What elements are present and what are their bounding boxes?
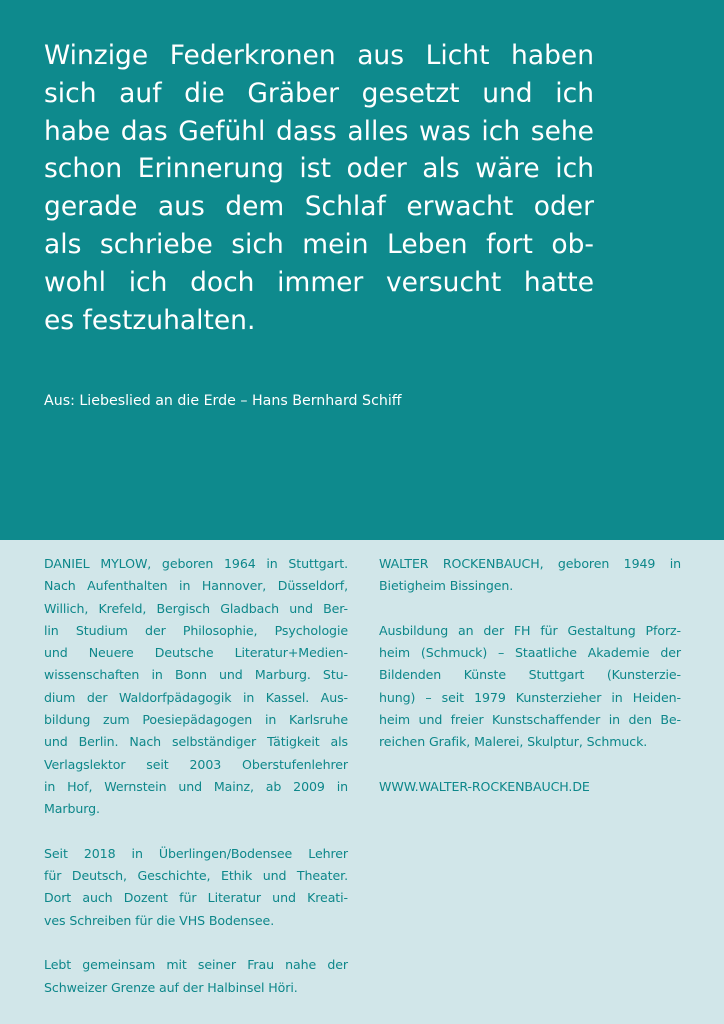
- text-line: WALTER ROCKENBAUCH, geboren 1949 in: [379, 556, 681, 571]
- text-line: Bietigheim Bissingen.: [379, 578, 514, 594]
- text-line: heim und freier Kunstschaffender in den Be-: [379, 712, 681, 728]
- text-line: Ausbildung an der FH für Gestaltung Pforz-: [379, 622, 681, 638]
- text-line: Verlagslektor seit 2003 Oberstufenlehrer: [44, 756, 348, 772]
- text-line: Willich, Krefeld, Bergisch Gladbach und Ber-: [44, 600, 348, 616]
- text-line: in Hof, Wernstein und Mainz, ab 2009 in: [44, 778, 348, 794]
- quote-line: Winzige Federkronen aus Licht haben: [44, 40, 594, 71]
- quote-line: schon Erinnerung ist oder als wäre ich: [44, 153, 594, 185]
- text-line: Schweizer Grenze auf der Halbinsel Höri.: [44, 979, 298, 995]
- author-bio-paragraph: [44, 954, 348, 999]
- text-line: und Berlin. Nach selbständiger Tätigkeit als: [44, 734, 348, 750]
- quote-line: wohl ich doch immer versucht hatte: [44, 266, 594, 298]
- poem-quote: [44, 37, 594, 339]
- text-line: lin Studium der Philosophie, Psychologie: [44, 622, 348, 638]
- artist-bio-paragraph: [379, 553, 681, 598]
- text-line: heim (Schmuck) – Staatliche Akademie der: [379, 645, 681, 661]
- text-line: reichen Grafik, Malerei, Skulptur, Schmuck.: [379, 734, 648, 750]
- author-bio-paragraph: [44, 553, 348, 821]
- text-line: Nach Aufenthalten in Hannover, Düsseldorf,: [44, 578, 348, 594]
- text-line: Seit 2018 in Überlingen/Bodensee Lehrer: [44, 845, 348, 861]
- author-bio-paragraph: [44, 843, 348, 932]
- text-line: wissenschaften in Bonn und Marburg. Stu-: [44, 667, 348, 683]
- text-line: dium der Waldorfpädagogik in Kassel. Aus-: [44, 689, 348, 705]
- quote-line: es festzuhalten.: [44, 304, 256, 336]
- quote-line: sich auf die Gräber gesetzt und ich: [44, 77, 594, 109]
- text-line: bildung zum Poesiepädagogen in Karlsruhe: [44, 712, 348, 728]
- quote-line: habe das Gefühl dass alles was ich sehe: [44, 115, 594, 147]
- text-line: für Deutsch, Geschichte, Ethik und Theater.: [44, 868, 348, 884]
- text-line: Bildenden Künste Stuttgart (Kunsterzie-: [379, 667, 681, 683]
- website-link[interactable]: WWW.WALTER-ROCKENBAUCH.DE: [379, 778, 590, 794]
- text-line: DANIEL MYLOW, geboren 1964 in Stuttgart.: [44, 556, 348, 571]
- text-line: Marburg.: [44, 801, 100, 817]
- quote-line: als schriebe sich mein Leben fort ob-: [44, 228, 594, 260]
- text-line: hung) – seit 1979 Kunsterzieher in Heiden-: [379, 689, 681, 705]
- text-line: Lebt gemeinsam mit seiner Frau nahe der: [44, 957, 348, 973]
- quote-source: Aus: Liebeslied an die Erde – Hans Bernhard Schiff: [44, 393, 402, 409]
- text-line: Dort auch Dozent für Literatur und Kreati-: [44, 890, 348, 906]
- artist-bio-column: [379, 553, 681, 821]
- artist-website: [379, 776, 681, 798]
- quote-line: gerade aus dem Schlaf erwacht oder: [44, 191, 594, 223]
- text-line: ves Schreiben für die VHS Bodensee.: [44, 912, 275, 928]
- artist-bio-paragraph: [379, 620, 681, 754]
- text-line: und Neuere Deutsche Literatur+Medien-: [44, 645, 348, 661]
- author-bio-column: [44, 553, 348, 1021]
